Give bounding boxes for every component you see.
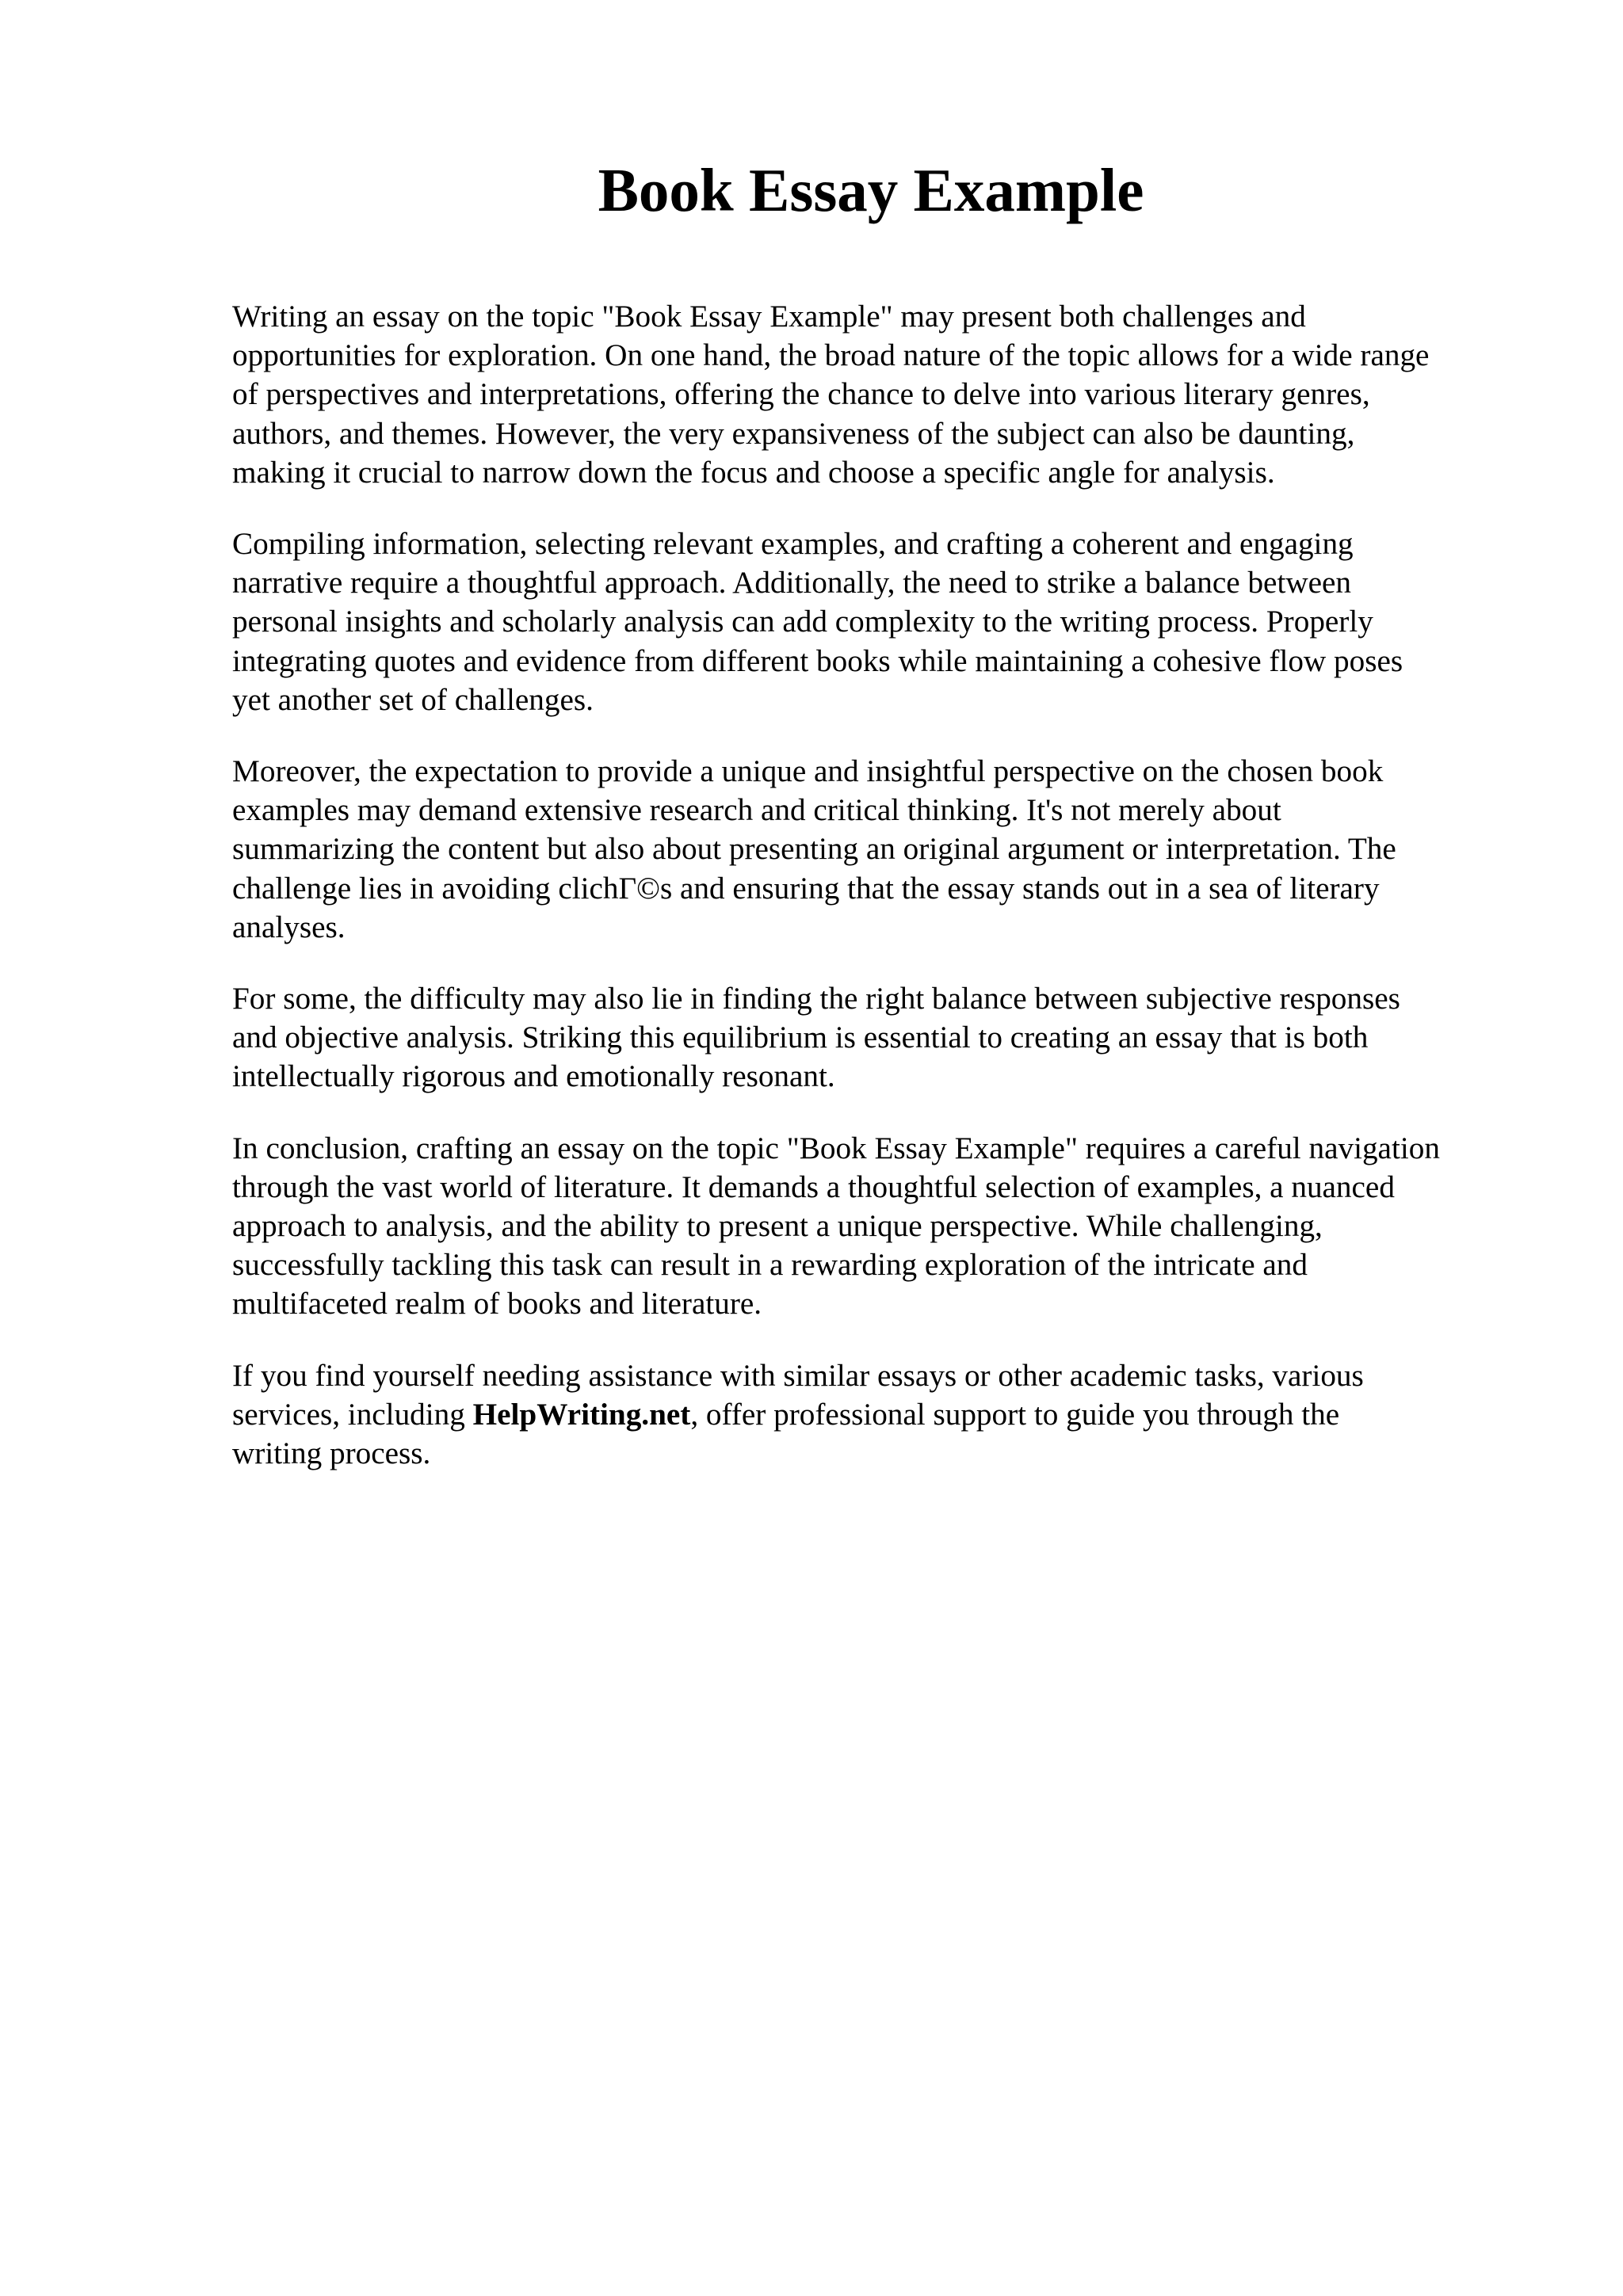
paragraph-line: analyses. [232,910,346,944]
paragraph-line: writing process. [232,1436,431,1471]
paragraph-line: Writing an essay on the topic "Book Essay Example" may present both challenges and [232,299,1306,334]
paragraph-line: challenge lies in avoiding clichГ©s and ensuring that the essay stands out in a sea of literary [232,871,1380,906]
paragraph-line: and objective analysis. Striking this equilibrium is essential to creating an essay that is both [232,1020,1369,1055]
essay-body [232,297,1520,1505]
paragraph-line: authors, and themes. However, the very expansiveness of the subject can also be daunting, [232,416,1355,451]
paragraph-line [232,1395,1520,1434]
helpwriting-brand-link[interactable]: HelpWriting.net [472,1397,691,1432]
page-title: Book Essay Example [598,156,1144,224]
closing-paragraph [232,1356,1520,1474]
paragraph-4 [232,979,1520,1097]
paragraph-line: summarizing the content but also about presenting an original argument or interpretation. The [232,832,1396,867]
paragraph-line: yet another set of challenges. [232,682,594,717]
paragraph-line: Moreover, the expectation to provide a unique and insightful perspective on the chosen book [232,754,1384,789]
paragraph-5 [232,1129,1520,1324]
paragraph-3 [232,752,1520,947]
paragraph-line: For some, the difficulty may also lie in finding the right balance between subjective responses [232,982,1400,1016]
paragraph-line: successfully tackling this task can result in a rewarding exploration of the intricate and [232,1248,1308,1283]
paragraph-line: opportunities for exploration. On one hand, the broad nature of the topic allows for a wide range [232,338,1430,373]
paragraph-line: through the vast world of literature. It demands a thoughtful selection of examples, a nuanced [232,1169,1395,1204]
closing-text-after: , offer professional support to guide you through the [690,1397,1340,1432]
paragraph-line: intellectually rigorous and emotionally resonant. [232,1059,835,1094]
paragraph-1 [232,297,1520,492]
paragraph-line: If you find yourself needing assistance with similar essays or other academic tasks, various [232,1358,1364,1393]
paragraph-line: making it crucial to narrow down the focus and choose a specific angle for analysis. [232,455,1275,490]
paragraph-line: approach to analysis, and the ability to present a unique perspective. While challenging, [232,1209,1323,1244]
paragraph-line: integrating quotes and evidence from different books while maintaining a cohesive flow poses [232,643,1403,678]
paragraph-line: multifaceted realm of books and literature. [232,1287,762,1322]
closing-text-before: services, including [232,1397,473,1432]
paragraph-line: personal insights and scholarly analysis can add complexity to the writing process. Properly [232,605,1373,639]
paragraph-2 [232,524,1520,719]
paragraph-line: narrative require a thoughtful approach. Additionally, the need to strike a balance between [232,566,1352,601]
paragraph-line: of perspectives and interpretations, offering the chance to delve into various literary genres, [232,377,1370,412]
paragraph-line: examples may demand extensive research and critical thinking. It's not merely about [232,793,1281,828]
paragraph-line: In conclusion, crafting an essay on the topic "Book Essay Example" requires a careful navigation [232,1131,1440,1165]
paragraph-line: Compiling information, selecting relevant examples, and crafting a coherent and engaging [232,527,1354,562]
